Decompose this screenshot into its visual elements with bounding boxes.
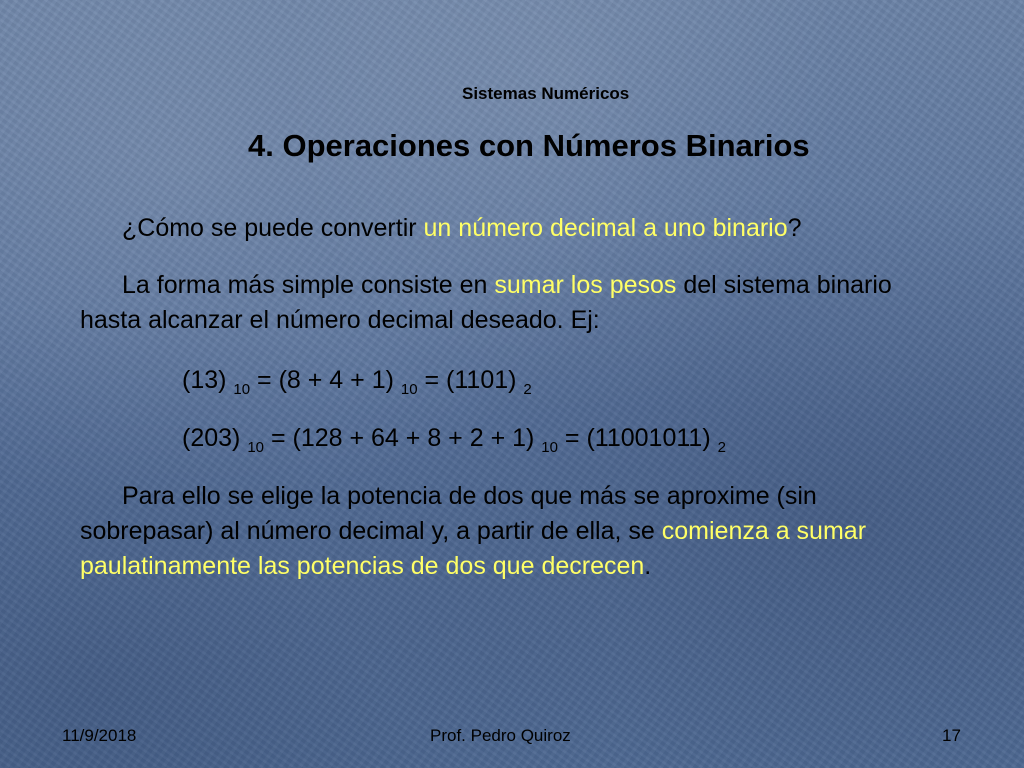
question-text-after: ?	[787, 214, 802, 242]
eq2-mid-base: 10	[541, 439, 558, 456]
footer-date: 11/9/2018	[62, 726, 137, 745]
eq2-lhs: (203)	[182, 424, 248, 452]
eq1-mid-base: 10	[400, 381, 418, 398]
eq2-rhs-base: 2	[717, 439, 726, 456]
paragraph-method	[80, 479, 940, 584]
question-highlight: un número decimal a uno binario	[423, 214, 788, 242]
slide-subtitle: Sistemas Numéricos	[462, 84, 630, 103]
paragraph1-before: La forma más simple consiste en	[122, 271, 495, 299]
question-text	[80, 211, 960, 246]
paragraph1-highlight: sumar los pesos	[494, 271, 677, 299]
paragraph2-before: Para ello se elige la potencia de dos que más se aproxime (sin sobrepasar) al número decimal y, a partir de ella, se	[80, 482, 817, 545]
paragraph1-after: del sistema binario hasta alcanzar el número decimal deseado. Ej:	[80, 271, 892, 334]
equation-example-203	[182, 421, 726, 465]
eq1-lhs: (13)	[182, 366, 234, 394]
paragraph2-after: .	[644, 552, 652, 580]
paragraph-sum-weights	[80, 268, 940, 338]
eq2-lhs-base: 10	[247, 439, 264, 456]
equation-example-13	[182, 363, 532, 407]
eq2-rhs: = (11001011)	[557, 424, 718, 452]
slide-title: 4. Operaciones con Números Binarios	[248, 128, 810, 163]
eq1-mid: = (8 + 4 + 1)	[250, 366, 401, 394]
paragraph2-highlight: comienza a sumar paulatinamente las potencias de dos que decrecen	[80, 517, 867, 580]
footer-author: Prof. Pedro Quiroz	[430, 726, 571, 745]
eq1-rhs-base: 2	[523, 381, 532, 398]
eq1-rhs: = (1101)	[417, 366, 524, 394]
eq2-mid: = (128 + 64 + 8 + 2 + 1)	[264, 424, 542, 452]
question-text-before: ¿Cómo se puede convertir	[122, 214, 424, 242]
slide-number: 17	[942, 726, 961, 745]
eq1-lhs-base: 10	[233, 381, 251, 398]
